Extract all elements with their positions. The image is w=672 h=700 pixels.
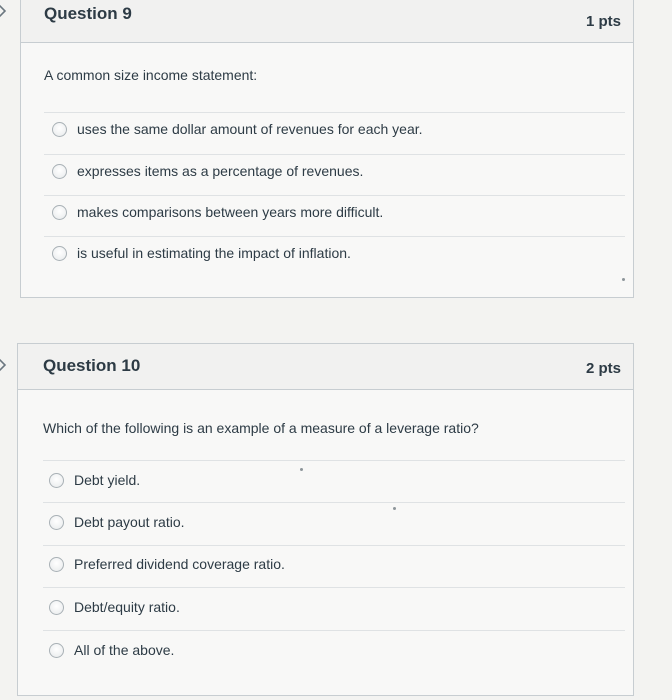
answer-divider [44, 112, 625, 113]
radio-button[interactable] [52, 122, 67, 137]
radio-button[interactable] [52, 205, 67, 220]
answer-label: Preferred dividend coverage ratio. [74, 556, 285, 572]
answer-label: uses the same dollar amount of revenues for each year. [77, 121, 423, 137]
answer-option[interactable] [52, 163, 363, 179]
answer-option[interactable] [52, 204, 383, 220]
question-points: 1 pts [585, 13, 621, 30]
answer-option[interactable] [49, 556, 285, 572]
answer-divider [44, 236, 625, 237]
answer-divider [43, 460, 625, 461]
answer-option[interactable] [49, 514, 185, 530]
answer-divider [44, 195, 625, 196]
answer-label: is useful in estimating the impact of inflation. [77, 245, 351, 261]
question-text: Which of the following is an example of a measure of a leverage ratio? [43, 420, 479, 436]
question-header [21, 0, 633, 43]
answer-divider [43, 545, 625, 546]
question-header [18, 344, 633, 390]
question-title: Question 10 [43, 356, 141, 375]
radio-button[interactable] [49, 557, 64, 572]
radio-button[interactable] [52, 246, 67, 261]
question-points: 2 pts [585, 360, 621, 377]
answer-divider [44, 154, 625, 155]
answer-label: Debt payout ratio. [74, 514, 185, 530]
answer-divider [43, 587, 625, 588]
question-title: Question 9 [44, 4, 132, 23]
answer-label: All of the above. [74, 642, 175, 658]
answer-option[interactable] [52, 121, 423, 137]
radio-button[interactable] [49, 515, 64, 530]
radio-button[interactable] [49, 600, 64, 615]
speck [622, 278, 625, 281]
answer-option[interactable] [49, 472, 140, 488]
question-flag-icon[interactable] [0, 358, 10, 372]
answer-option[interactable] [52, 245, 351, 261]
question-9-card [20, 0, 634, 298]
radio-button[interactable] [52, 164, 67, 179]
answer-divider [43, 630, 625, 631]
question-10-card [17, 343, 634, 696]
speck [300, 468, 303, 471]
answer-label: Debt yield. [74, 472, 141, 488]
radio-button[interactable] [49, 473, 64, 488]
radio-button[interactable] [49, 643, 64, 658]
answer-label: makes comparisons between years more difficult. [77, 204, 384, 220]
answer-divider [43, 502, 625, 503]
question-flag-icon[interactable] [0, 4, 10, 18]
answer-option[interactable] [49, 642, 174, 658]
speck [393, 507, 396, 510]
answer-option[interactable] [49, 599, 180, 615]
question-text: A common size income statement: [44, 67, 258, 83]
answer-label: expresses items as a percentage of revenues. [77, 163, 364, 179]
answer-label: Debt/equity ratio. [74, 599, 180, 615]
